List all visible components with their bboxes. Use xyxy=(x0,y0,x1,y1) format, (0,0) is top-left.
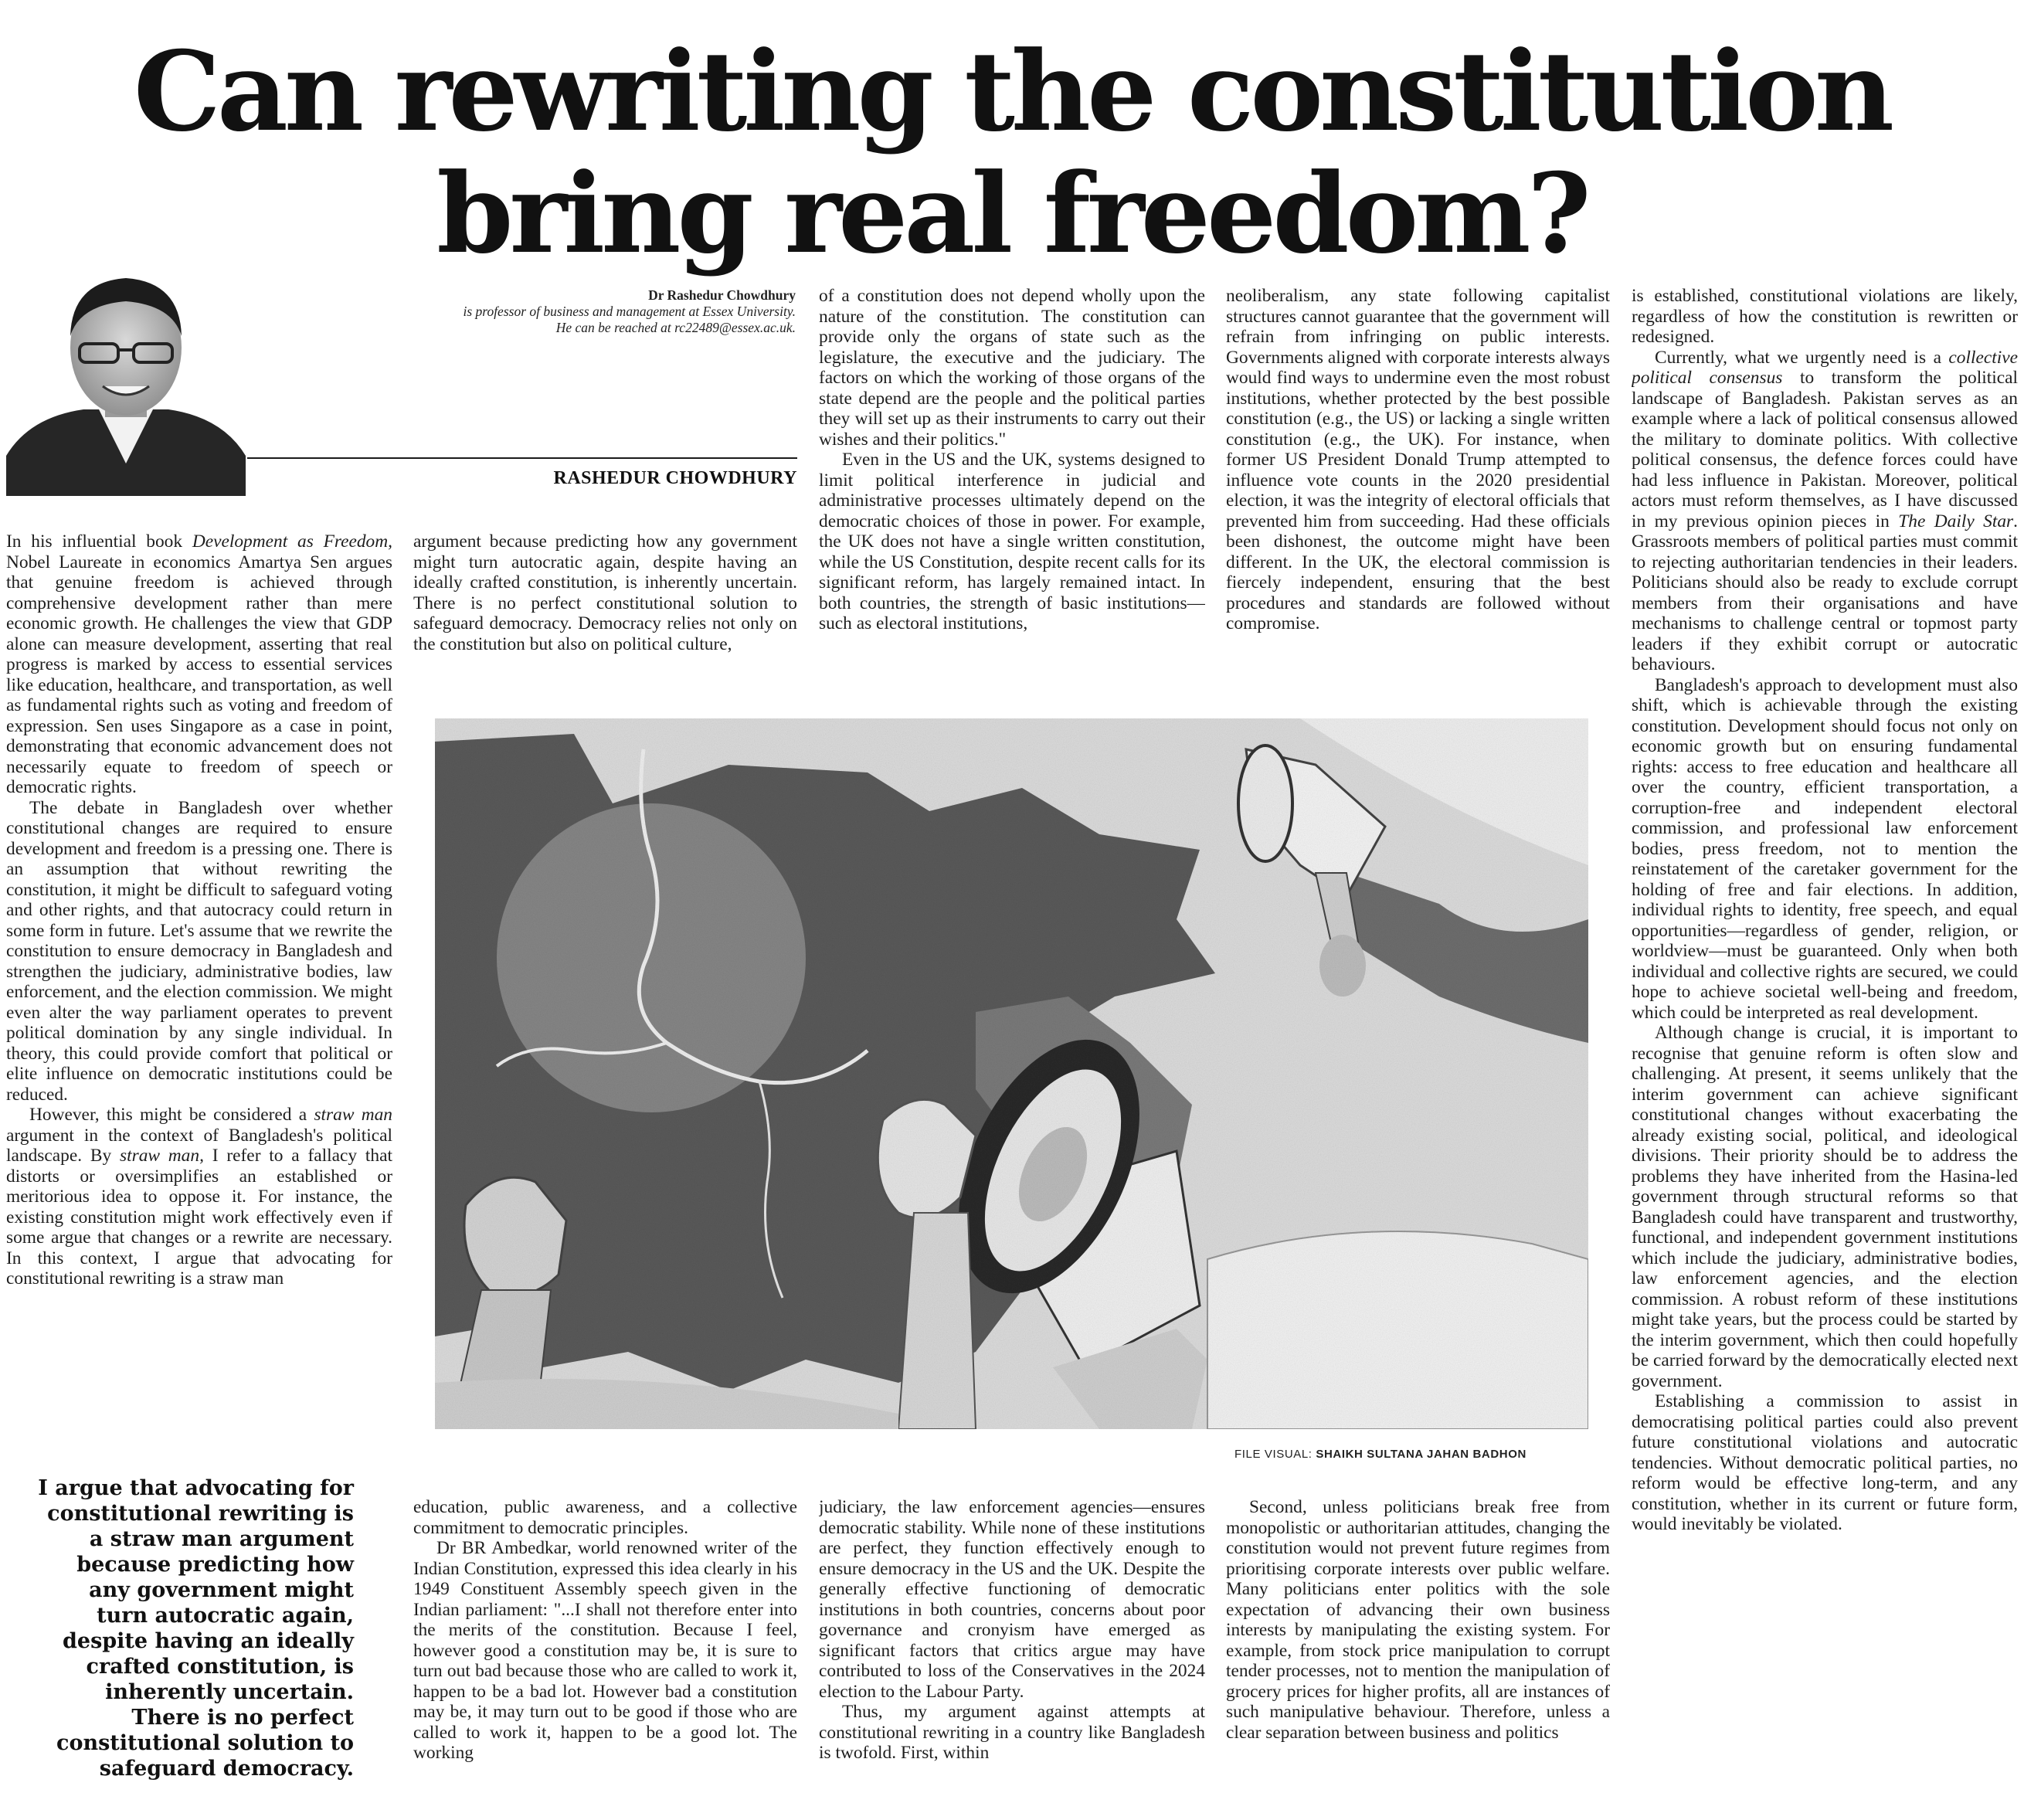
image-credit-prefix: FILE VISUAL: xyxy=(1234,1448,1316,1461)
pull-quote: I argue that advocating for constitutional rewriting is a straw man argument because predicting how any government might turn autocratic again, despite having an ideally crafted constitution, is inherently uncertain. There is no perfect constitutional solution to safeguard democracy. xyxy=(38,1476,354,1781)
col1-paragraph-3: However, this might be considered a straw man argument in the context of Bangladesh's political landscape. By straw man, I refer to a fallacy that distorts or oversimplifies an established or meritorious idea to oppose it. For instance, the existing constitution might work effectively even if some argue that changes or a rewrite are necessary. In this context, I argue that advocating for constitutional rewriting is a straw man xyxy=(6,1105,392,1289)
byline: RASHEDUR CHOWDHURY xyxy=(553,468,797,488)
col5-paragraph-2: Currently, what we urgently need is a collective political consensus to transform the political landscape of Bangladesh. Pakistan serves as an example where a lack of political consensus allowed the military to dominate politics. With collective political consensus, the defence forces could have had less influence in Pakistan. Moreover, political actors must reform themselves, as I have discussed in my previous opinion pieces in The Daily Star. Grassroots members of political parties must commit to rejecting authoritarian tendencies in their leaders. Politicians should also be ready to exclude corrupt members from their organisations and have mechanisms to challenge central or topmost party leaders if they exhibit corrupt or autocratic behaviours. xyxy=(1632,347,2018,674)
column-4-bottom: Second, unless politicians break free from monopolistic or authoritarian attitudes, changing the constitution would not prevent future regimes from prioritising corporate interests over public welfare. Many politicians enter politics with the sole expectation of advancing their own business interests by manipulating the existing system. For example, from stock price manipulation to corrupt tender processes, not to mention the manipulation of grocery prices for higher profits, all are instances of such manipulative behaviour. Therefore, unless a clear separation between business and politics xyxy=(1226,1497,1610,1743)
col5-paragraph-3: Bangladesh's approach to development must also shift, which is achievable through the existing constitution. Development should focus not only on economic growth but on ensuring fundamental rights: access to free education and healthcare all over the country, efficient transportation, a corruption-free and independent electoral commission, and professional law enforcement bodies, press freedom, not to mention the reinstatement of the caretaker government for the holding of free and fair elections. In addition, individual rights to identity, free speech, and equal opportunities—regardless of gender, religion, or worldview—must be guaranteed. Only when both individual and collective rights are secured, we could hope to achieve societal well-being and freedom, which could be interpreted as real development. xyxy=(1632,674,2018,1023)
column-5 xyxy=(1632,286,2018,1815)
author-name-small: Dr Rashedur Chowdhury xyxy=(648,287,796,303)
col3-paragraph-1: of a constitution does not depend wholly upon the nature of the constitution. The constitution can provide only the organs of state such as the legislature, the executive and the judiciary. The factors on which the working of those organs of the state depend are the people and the political parties they will set up as their instruments to carry out their wishes and their politics." xyxy=(819,286,1205,450)
column-2-top: argument because predicting how any government might turn autocratic again, despite having an ideally crafted constitution, is inherently uncertain. There is no perfect constitutional solution to safeguard democracy. Democracy relies not only on the constitution but also on political culture, xyxy=(413,531,797,654)
column-2-bottom xyxy=(413,1497,797,1814)
column-1 xyxy=(6,531,392,1445)
col2-paragraph-2: Dr BR Ambedkar, world renowned writer of the Indian Constitution, expressed this idea clearly in his 1949 Constituent Assembly speech given in the Indian parliament: "...I shall not therefore enter into the merits of the constitution. Because I feel, however good a constitution may be, it is sure to turn out bad because those who are called to work it, happen to be a bad lot. However bad a constitution may be, it may turn out to be good if those who are called to work it, happen to be a good lot. The working xyxy=(413,1538,797,1763)
col5-paragraph-5: Establishing a commission to assist in democratising political parties could also prevent future constitutional violations and autocratic tendencies. Without democratic political parties, no reform would be effective long-term, and any constitution, whether in its current or future form, would inevitably be violated. xyxy=(1632,1391,2018,1534)
col3-bottom-paragraph-1: judiciary, the law enforcement agencies—ensures democratic stability. While none of these institutions are perfect, they function effectively enough to ensure democracy in the US and the UK. Despite the generally effective functioning of democratic institutions in both countries, concerns about poor governance and cronyism have emerged as significant factors that critics argue may have contributed to loss of the Conservatives in the 2024 election to the Labour Party. xyxy=(819,1497,1205,1702)
author-info xyxy=(255,287,796,336)
illustration xyxy=(435,718,1588,1429)
col2-paragraph-1: education, public awareness, and a collective commitment to democratic principles. xyxy=(413,1497,797,1538)
image-credit xyxy=(1234,1448,1598,1461)
author-bio-line-1: is professor of business and management at Essex University. xyxy=(463,304,796,319)
author-bio-line-2: He can be reached at rc22489@essex.ac.uk. xyxy=(555,320,796,335)
col5-paragraph-4: Although change is crucial, it is important to recognise that genuine reform is often slow and challenging. At present, it seems unlikely that the interim government can achieve significant constitutional changes without exacerbating the already existing social, political, and ideological divisions. Their priority should be to address the problems they have inherited from the Hasina-led government through structural reforms so that Bangladesh could have transparent and trustworthy, functional, and independent government institutions which include the judiciary, administrative bodies, law enforcement agencies, and the election commission. A robust reform of these institutions might take years, but the process could be started by the interim government, which then could hopefully be carried forward by the democratically elected next government. xyxy=(1632,1023,2018,1391)
col1-paragraph-2: The debate in Bangladesh over whether constitutional changes are required to ensure development and freedom is a pressing one. There is an assumption that without rewriting the constitution, it might be difficult to safeguard voting and other rights, and that autocracy could return in some form in future. Let's assume that we rewrite the constitution to ensure democracy in Bangladesh and strengthen the judiciary, administrative bodies, law enforcement, and the election commission. We might even alter the way parliament operates to prevent political domination by any single individual. In theory, this could provide comfort that political or elite influence on democratic institutions could be reduced. xyxy=(6,797,392,1105)
headline xyxy=(0,28,2024,278)
col5-paragraph-1: is established, constitutional violations are likely, regardless of how the constitution is rewritten or redesigned. xyxy=(1632,286,2018,347)
headline-line-1: Can rewriting the constitution xyxy=(133,28,1891,156)
col3-paragraph-2: Even in the US and the UK, systems designed to limit political interference in judicial and administrative processes ultimately depend on the democratic choices of those in power. For example, the UK does not have a single written constitution, while the US Constitution, despite recent calls for its significant reform, has largely remained intact. In both countries, the strength of basic institutions—such as electoral institutions, xyxy=(819,450,1205,633)
col3-bottom-paragraph-2: Thus, my argument against attempts at constitutional rewriting in a country like Bangladesh is twofold. First, within xyxy=(819,1702,1205,1763)
byline-rule xyxy=(247,457,797,459)
column-3-bottom xyxy=(819,1497,1205,1814)
col1-paragraph-1: In his influential book Development as Freedom, Nobel Laureate in economics Amartya Sen argues that genuine freedom is achieved through comprehensive development rather than mere economic growth. He challenges the view that GDP alone can measure development, asserting that real progress is marked by access to essential services like education, healthcare, and transportation, as well as fundamental rights such as voting and freedom of expression. Sen uses Singapore as a case in point, demonstrating that economic advancement does not necessarily equate to freedom of speech or democratic rights. xyxy=(6,531,392,797)
column-3-top xyxy=(819,286,1205,703)
image-credit-name: SHAIKH SULTANA JAHAN BADHON xyxy=(1316,1448,1526,1461)
headline-line-2: bring real freedom? xyxy=(436,150,1588,278)
author-photo xyxy=(6,263,246,496)
column-4-top: neoliberalism, any state following capitalist structures cannot guarantee that the government will refrain from infringing on public interests. Governments aligned with corporate interests always would find ways to undermine even the most robust institutions, whether protected by the best possible constitution (e.g., the US) or lacking a single written constitution (e.g., the UK). For instance, when former US President Donald Trump attempted to influence vote counts in the 2020 presidential election, it was the integrity of electoral officials that prevented him from succeeding. Had these officials been dishonest, the outcome might have been different. In the UK, the electoral commission is fiercely independent, ensuring that the best procedures and standards are followed without compromise. xyxy=(1226,286,1610,633)
